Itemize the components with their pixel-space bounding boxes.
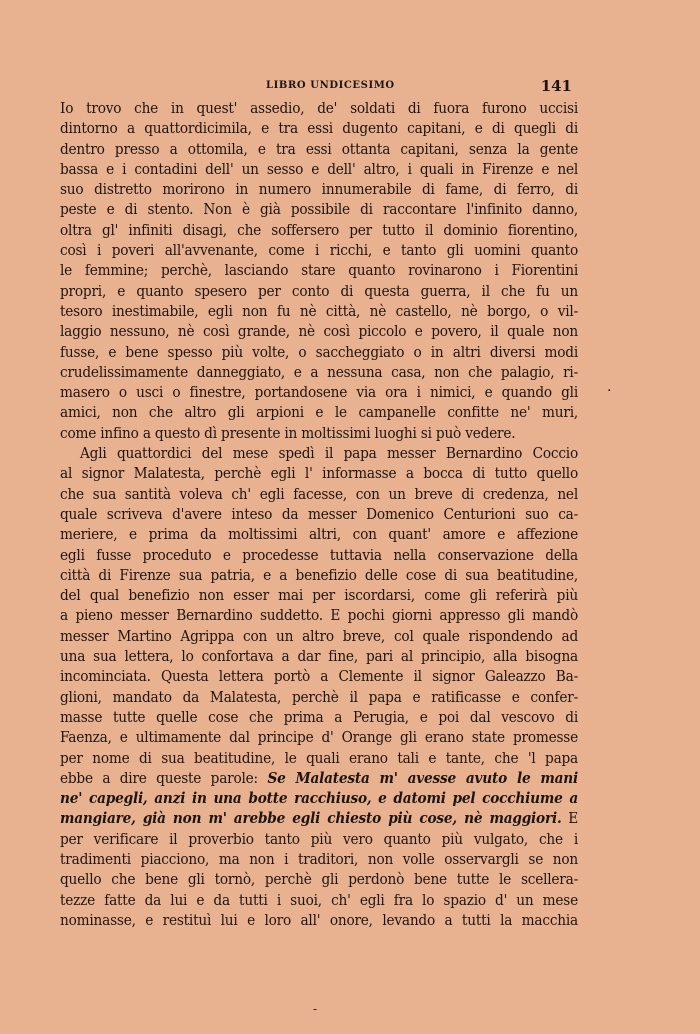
text-line: città di Firenze sua patria, e a benefizio delle cose di sua beatitudine, xyxy=(60,565,578,584)
text-line: dintorno a quattordicimila, e tra essi dugento capitani, e di quegli di xyxy=(60,119,578,138)
body-text xyxy=(60,98,578,930)
text-line: bassa e i contadini dell' un sesso e dell' altro, i quali in Firenze e nel xyxy=(60,159,578,178)
running-head xyxy=(60,78,578,96)
text-segment: ebbe a dire queste parole: xyxy=(60,768,258,787)
text-line: che sua santità voleva ch' egli facesse, con un breve di credenza, nel xyxy=(60,484,578,503)
text-line: per nome di sua beatitudine, le quali erano tali e tante, che 'l papa xyxy=(60,748,578,767)
page-number: 141 xyxy=(540,77,572,95)
text-line: Faenza, e ultimamente dal principe d' Orange gli erano state promesse xyxy=(60,728,578,747)
text-line: incominciata. Questa lettera portò a Clemente il signor Galeazzo Ba- xyxy=(60,667,578,686)
text-line: a pieno messer Bernardino suddetto. E pochi giorni appresso gli mandò xyxy=(60,606,578,625)
text-line: fusse, e bene spesso più volte, o saccheggiato o in altri diversi modi xyxy=(60,342,578,361)
bottom-mark: - xyxy=(313,1002,318,1016)
text-line: del qual benefizio non esser mai per iscordarsi, come gli referirà più xyxy=(60,586,578,605)
text-line: crudelissimamente danneggiato, e a nessuna casa, non che palagio, ri- xyxy=(60,362,578,381)
text-line: tesoro inestimabile, egli non fu nè città, nè castello, nè borgo, o vil- xyxy=(60,301,578,320)
text-line: per verificare il proverbio tanto più vero quanto più vulgato, che i xyxy=(60,829,578,848)
text-line: Agli quattordici del mese spedì il papa messer Bernardino Coccio xyxy=(80,444,578,463)
text-line: masero o usci o finestre, portandosene via ora i nimici, e quando gli xyxy=(60,383,578,402)
text-line: al signor Malatesta, perchè egli l' informasse a bocca di tutto quello xyxy=(60,464,578,483)
text-line: tradimenti piacciono, ma non i traditori, non volle osservargli se non xyxy=(60,849,578,868)
text-line: le femmine; perchè, lasciando stare quanto rovinarono i Fiorentini xyxy=(60,261,578,280)
text-line: così i poveri all'avvenante, come i ricchi, e tanto gli uomini quanto xyxy=(60,241,578,260)
text-line: quello che bene gli tornò, perchè gli perdonò bene tutte le scellera- xyxy=(60,870,578,889)
text-line: propri, e quanto spesero per conto di questa guerra, il che fu un xyxy=(60,281,578,300)
text-line: quale scriveva d'avere inteso da messer Domenico Centurioni suo ca- xyxy=(60,504,578,523)
text-line: messer Martino Agrippa con un altro breve, col quale rispondendo ad xyxy=(60,626,578,645)
text-line: glioni, mandato da Malatesta, perchè il papa e ratificasse e confer- xyxy=(60,687,578,706)
text-line: una sua lettera, lo confortava a dar fine, pari al principio, alla bisogna xyxy=(60,647,578,666)
text-line: peste e di stento. Non è già possibile di raccontare l'infinito danno, xyxy=(60,200,578,219)
text-line: egli fusse proceduto e procedesse tuttavia nella conservazione della xyxy=(60,545,578,564)
text-line: masse tutte quelle cose che prima a Perugia, e poi dal vescovo di xyxy=(60,707,578,726)
quote-segment: mangiare, già non m' arebbe egli chiesto più cose, nè maggiori. xyxy=(60,809,562,828)
text-line: suo distretto morirono in numero innumerabile di fame, di ferro, di xyxy=(60,180,578,199)
text-line: oltra gl' infiniti disagi, che soffersero per tutto il dominio fiorentino, xyxy=(60,220,578,239)
quote-segment: Se Malatesta m' avesse avuto le mani xyxy=(267,768,578,787)
text-line-with-quote xyxy=(60,768,578,788)
quote-line: ne' capegli, anzi in una botte racchiuso, e datomi pel cocchiume a xyxy=(60,789,578,808)
text-line: laggio nessuno, nè così grande, nè così piccolo e povero, il quale non xyxy=(60,322,578,341)
text-segment: E xyxy=(568,809,578,828)
text-line: Io trovo che in quest' assedio, de' soldati di fuora furono uccisi xyxy=(60,99,578,117)
text-line: tezze fatte da lui e da tutti i suoi, ch' egli fra lo spazio d' un mese xyxy=(60,890,578,909)
text-line: amici, non che altro gli arpioni e le campanelle confitte ne' muri, xyxy=(60,403,578,422)
text-line: dentro presso a ottomila, e tra essi ottanta capitani, senza la gente xyxy=(60,139,578,158)
running-title: LIBRO UNDICESIMO xyxy=(266,80,395,91)
text-line: come infino a questo dì presente in moltissimi luoghi si può vedere. xyxy=(60,423,516,442)
text-line-with-quote xyxy=(60,808,578,828)
text-line: meriere, e prima da moltissimi altri, con quant' amore e affezione xyxy=(60,525,578,544)
margin-dot: . xyxy=(607,379,612,395)
text-line: nominasse, e restituì lui e loro all' onore, levando a tutti la macchia xyxy=(60,910,578,929)
